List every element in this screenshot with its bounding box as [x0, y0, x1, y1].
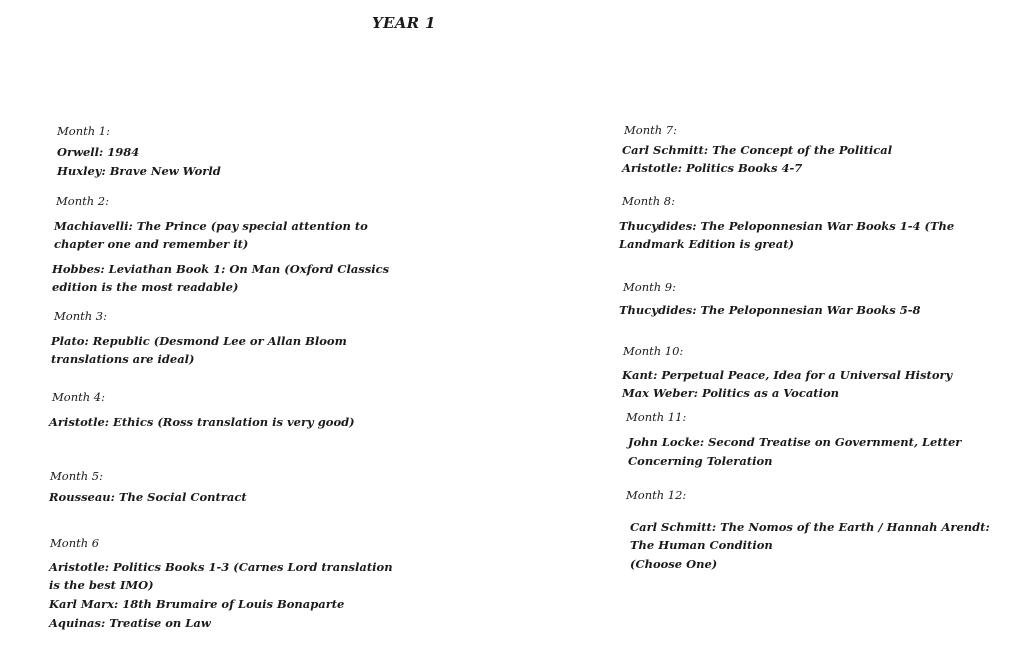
- month-10-entry: Max Weber: Politics as a Vocation: [622, 386, 839, 400]
- month-8-entry: Landmark Edition is great): [619, 237, 794, 251]
- month-3-label: Month 3:: [54, 309, 107, 323]
- month-6-entry: is the best IMO): [49, 578, 154, 592]
- month-7-entry: Carl Schmitt: The Concept of the Political: [622, 143, 893, 157]
- month-12-entry: The Human Condition: [630, 538, 773, 552]
- month-10-label: Month 10:: [623, 344, 684, 358]
- month-2-entry: edition is the most readable): [52, 280, 239, 294]
- month-2-entry: Machiavelli: The Prince (pay special attention to: [54, 219, 368, 233]
- month-12-entry: Carl Schmitt: The Nomos of the Earth / Hannah Arendt:: [630, 520, 990, 534]
- month-4-entry: Aristotle: Ethics (Ross translation is very good): [49, 415, 355, 429]
- month-5-label: Month 5:: [50, 469, 103, 483]
- month-4-label: Month 4:: [52, 390, 105, 404]
- month-7-label: Month 7:: [624, 123, 677, 137]
- month-7-entry: Aristotle: Politics Books 4-7: [622, 161, 803, 175]
- month-9-label: Month 9:: [623, 280, 676, 294]
- month-2-label: Month 2:: [56, 194, 109, 208]
- month-9-entry: Thucydides: The Peloponnesian War Books 5-8: [619, 303, 921, 317]
- month-6-label: Month 6: [50, 536, 100, 550]
- month-12-label: Month 12:: [626, 488, 687, 502]
- month-12-entry: (Choose One): [630, 557, 718, 571]
- month-1-label: Month 1:: [57, 124, 110, 138]
- month-1-entry: Orwell: 1984: [57, 145, 140, 159]
- month-8-entry: Thucydides: The Peloponnesian War Books 1-4 (The: [619, 219, 955, 233]
- month-11-entry: John Locke: Second Treatise on Government, Letter: [628, 435, 962, 449]
- month-2-entry: Hobbes: Leviathan Book 1: On Man (Oxford Classics: [52, 262, 390, 276]
- month-2-entry: chapter one and remember it): [54, 237, 249, 251]
- month-10-entry: Kant: Perpetual Peace, Idea for a Universal History: [622, 368, 953, 382]
- month-8-label: Month 8:: [622, 194, 675, 208]
- page-title: YEAR 1: [372, 14, 436, 32]
- month-6-entry: Aristotle: Politics Books 1-3 (Carnes Lord translation: [49, 560, 393, 574]
- month-6-entry: Karl Marx: 18th Brumaire of Louis Bonaparte: [49, 597, 345, 611]
- month-3-entry: translations are ideal): [51, 352, 195, 366]
- month-6-entry: Aquinas: Treatise on Law: [49, 616, 211, 630]
- month-1-entry: Huxley: Brave New World: [57, 164, 221, 178]
- month-11-label: Month 11:: [626, 410, 687, 424]
- month-11-entry: Concerning Toleration: [628, 454, 773, 468]
- month-3-entry: Plato: Republic (Desmond Lee or Allan Bloom: [51, 334, 347, 348]
- month-5-entry: Rousseau: The Social Contract: [49, 490, 247, 504]
